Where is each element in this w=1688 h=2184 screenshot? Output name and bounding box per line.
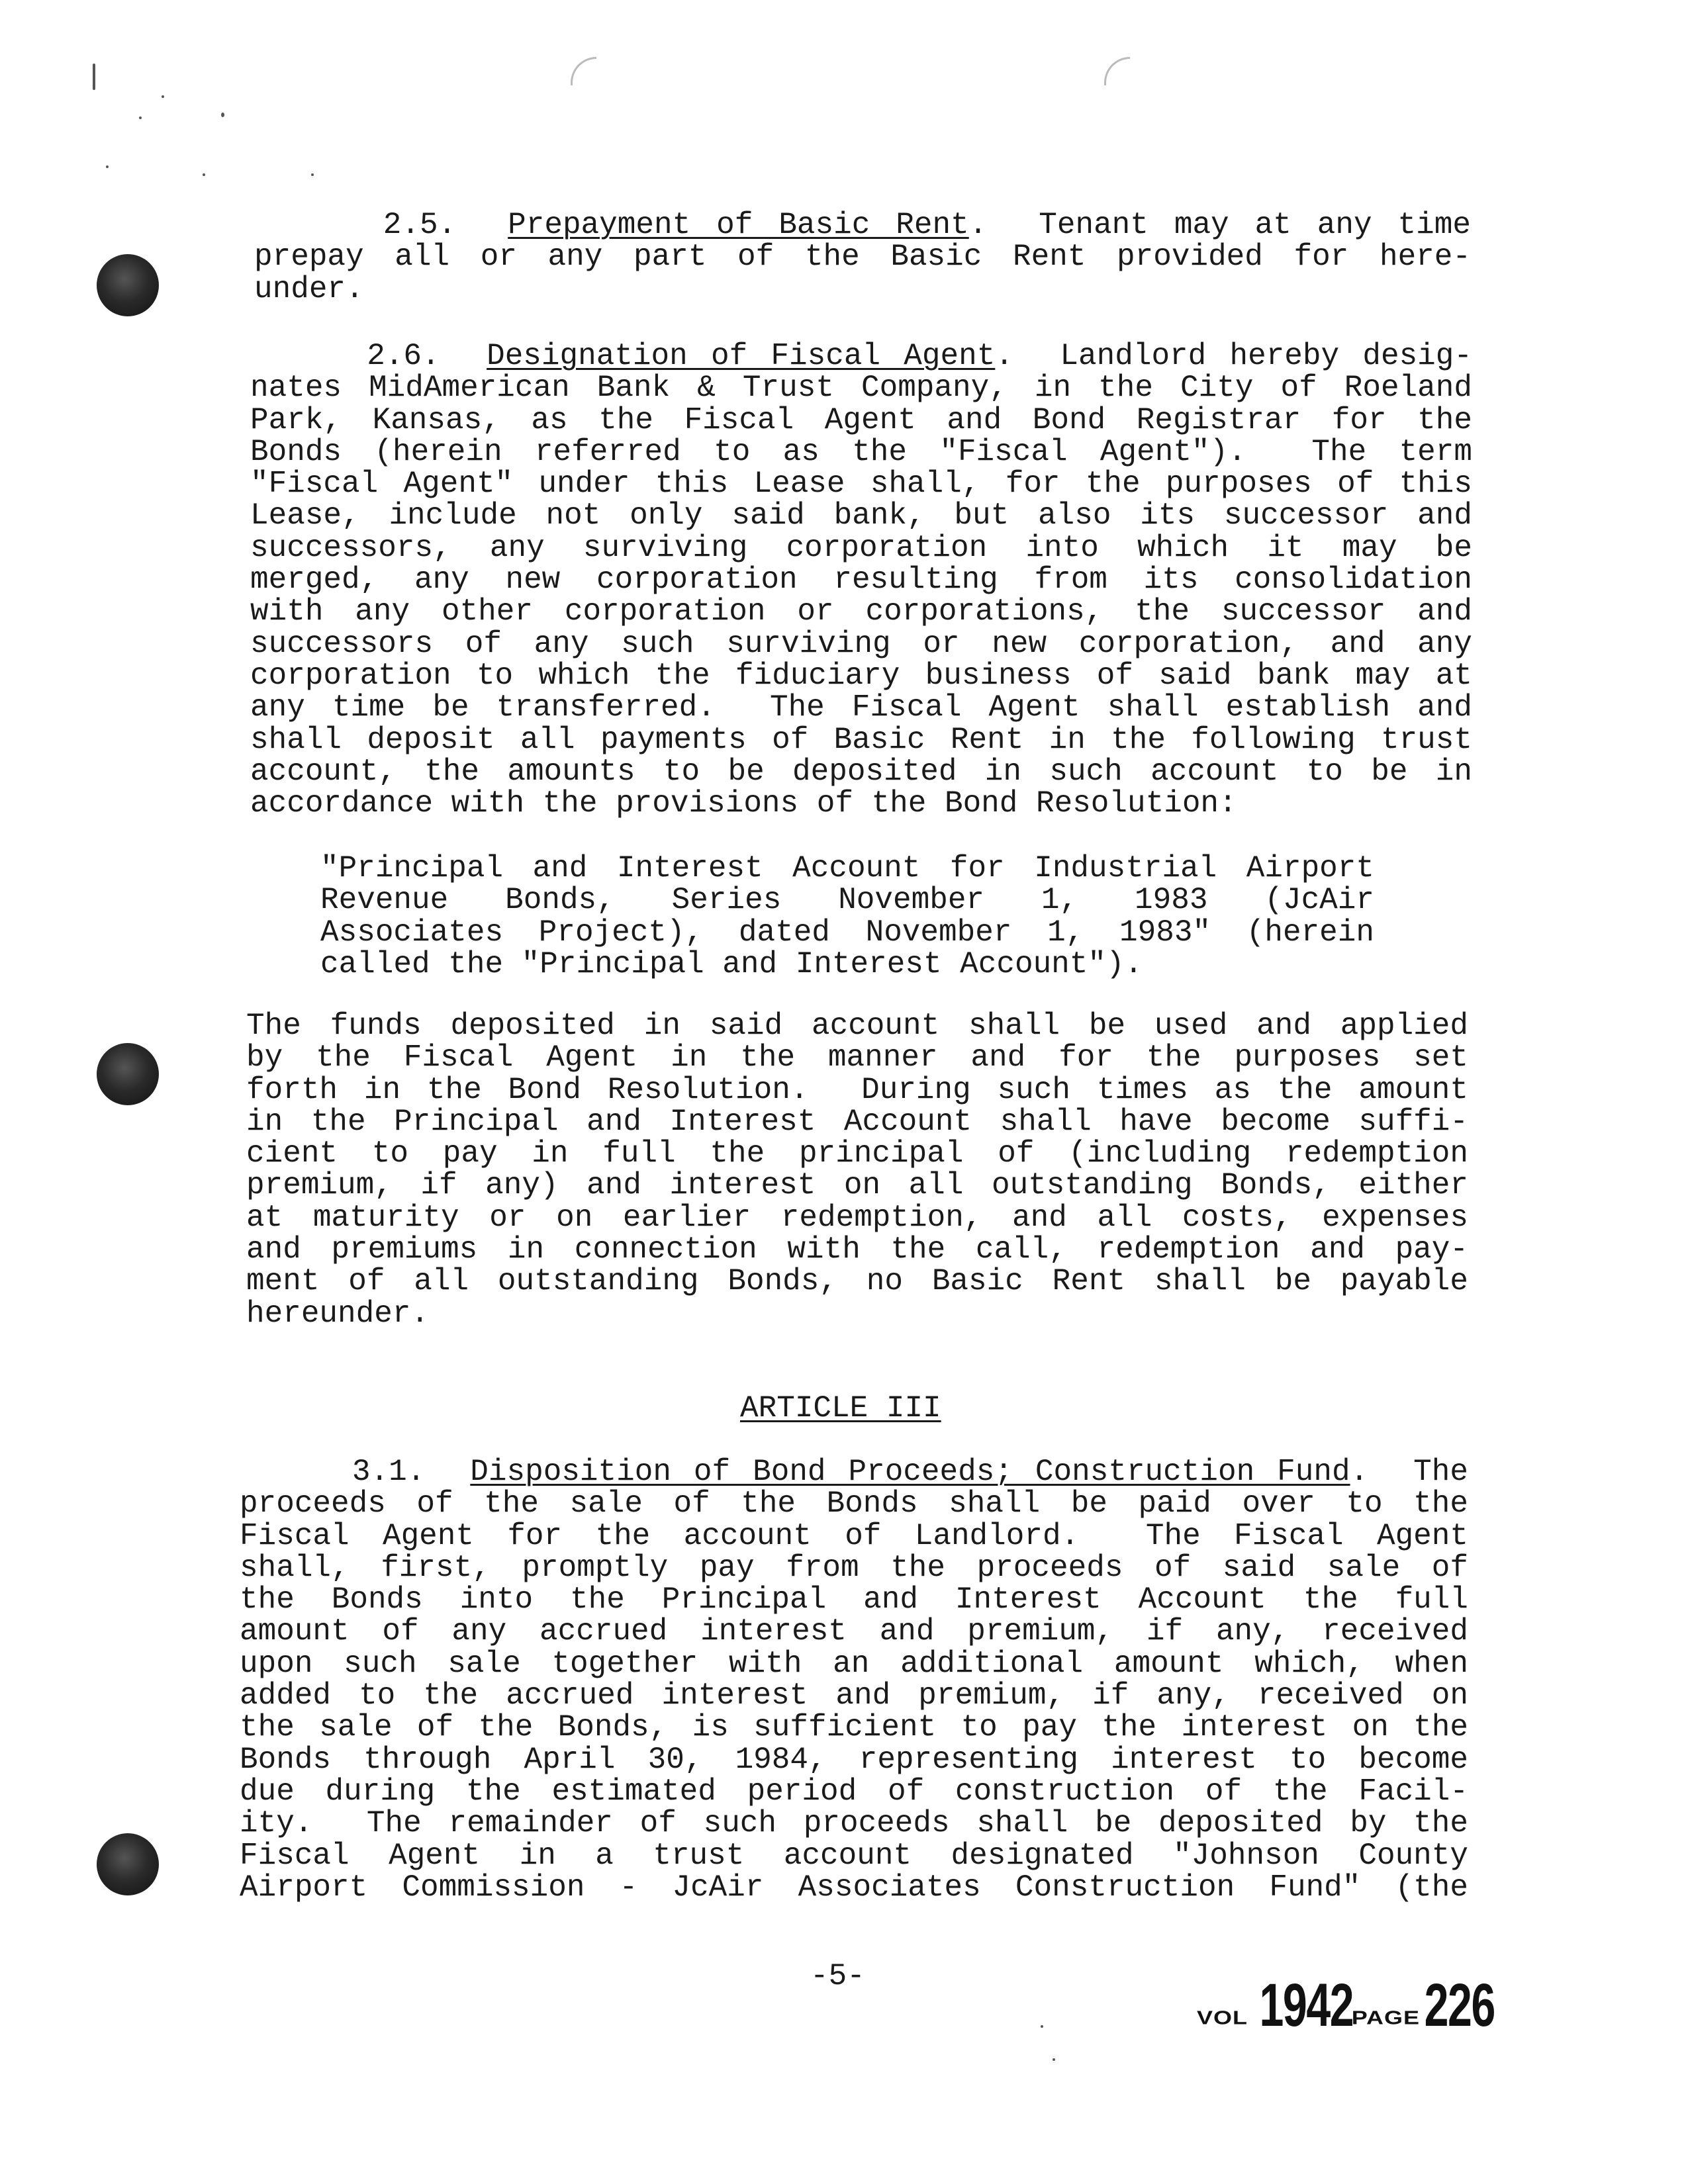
- section-2-5-heading: Prepayment of Basic Rent: [508, 208, 969, 242]
- scan-speck: [93, 64, 95, 90]
- volume-page-stamp: [1197, 1971, 1509, 2040]
- section-2-6-line: Park, Kansas, as the Fiscal Agent and Bond Registrar for the: [250, 402, 1472, 437]
- stamp-vol-number: 1942: [1259, 1972, 1354, 2039]
- funds-line: in the Principal and Interest Account shall have become suffi-: [246, 1104, 1468, 1139]
- scan-speck: [1041, 2025, 1043, 2028]
- section-3-1-line: proceeds of the sale of the Bonds shall be paid over to the: [240, 1486, 1468, 1522]
- funds-line: cient to pay in full the principal of (including redemption: [246, 1136, 1468, 1171]
- article-heading: ARTICLE III: [740, 1391, 941, 1426]
- section-2-6-line: account, the amounts to be deposited in such account to be in: [250, 754, 1472, 789]
- section-2-6-line: merged, any new corporation resulting from its consolidation: [250, 563, 1472, 598]
- section-3-1-line: ity. The remainder of such proceeds shall be deposited by the: [240, 1806, 1468, 1841]
- section-3-1-line: Bonds through April 30, 1984, representing interest to become: [240, 1742, 1468, 1777]
- section-2-6-line: successors, any surviving corporation into which it may be: [250, 530, 1472, 565]
- funds-line: ment of all outstanding Bonds, no Basic Rent shall be payable: [246, 1264, 1468, 1299]
- section-2-5: [254, 209, 1471, 305]
- section-2-6-line: corporation to which the fiduciary business of said bank may at: [250, 658, 1472, 693]
- section-2-6-line: with any other corporation or corporations, the successor and: [250, 594, 1472, 629]
- section-2-6-text: Landlord hereby desig-: [1060, 339, 1472, 373]
- funds-line: hereunder.: [246, 1296, 430, 1331]
- scan-speck: [203, 173, 205, 176]
- section-2-6-line: successors of any such surviving or new corporation, and any: [250, 626, 1472, 661]
- section-2-6-line: Bonds (herein referred to as the "Fiscal Agent"). The term: [250, 434, 1472, 469]
- section-3-1-line: the Bonds into the Principal and Interest Account the full: [240, 1582, 1468, 1617]
- punch-hole-middle: [97, 1043, 159, 1105]
- section-2-6: [250, 340, 1472, 819]
- scan-speck: [311, 173, 314, 176]
- section-3-1-line: the sale of the Bonds, is sufficient to pay the interest on the: [240, 1710, 1468, 1745]
- funds-line: The funds deposited in said account shall be used and applied: [246, 1009, 1468, 1043]
- scan-speck: [221, 113, 224, 117]
- section-3-1-line: shall, first, promptly pay from the proceeds of said sale of: [240, 1550, 1468, 1585]
- section-3-1-line: Fiscal Agent for the account of Landlord. The Fiscal Agent: [240, 1518, 1468, 1553]
- stamp-vol-label: VOL: [1197, 2007, 1248, 2028]
- scan-speck: [106, 165, 109, 168]
- section-3-1-line: Airport Commission - JcAir Associates Construction Fund" (the: [240, 1870, 1468, 1905]
- section-3-1-number: 3.1.: [352, 1455, 426, 1489]
- section-3-1-line: amount of any accrued interest and premium, if any, received: [240, 1614, 1468, 1649]
- account-name-quote: [320, 852, 1374, 980]
- section-2-6-line: nates MidAmerican Bank & Trust Company, in the City of Roeland: [250, 371, 1472, 406]
- stamp-page-number: 226: [1424, 1972, 1495, 2039]
- section-2-5-line-3: under.: [254, 271, 364, 306]
- section-2-5-line-2: prepay all or any part of the Basic Rent provided for here-: [254, 240, 1471, 275]
- section-2-6-line: "Fiscal Agent" under this Lease shall, for the purposes of this: [250, 467, 1472, 502]
- section-2-6-line: Lease, include not only said bank, but also its successor and: [250, 498, 1472, 533]
- quote-line: called the "Principal and Interest Account").: [320, 946, 1143, 981]
- scan-speck: [162, 95, 164, 98]
- scan-mark-arc: [571, 57, 596, 85]
- section-2-6-heading: Designation of Fiscal Agent: [487, 339, 996, 373]
- section-2-6-line: accordance with the provisions of the Bond Resolution:: [250, 786, 1237, 821]
- scan-mark-arc: [1104, 57, 1130, 85]
- funds-line: forth in the Bond Resolution. During such times as the amount: [246, 1072, 1468, 1107]
- punch-hole-top: [97, 254, 159, 316]
- section-2-6-number: 2.6.: [367, 339, 440, 373]
- section-3-1-line-1: 3.1. Disposition of Bond Proceeds; Construction Fund. The: [352, 1455, 1468, 1489]
- quote-line: Revenue Bonds, Series November 1, 1983 (JcAir: [320, 883, 1374, 918]
- quote-line: Associates Project), dated November 1, 1983" (herein: [320, 915, 1374, 950]
- section-3-1-line: due during the estimated period of construction of the Facil-: [240, 1774, 1468, 1809]
- funds-paragraph: [246, 1010, 1468, 1330]
- section-2-6-line: any time be transferred. The Fiscal Agent shall establish and: [250, 690, 1472, 725]
- section-2-5-number: 2.5.: [383, 208, 457, 242]
- funds-line: at maturity or on earlier redemption, and all costs, expenses: [246, 1200, 1468, 1235]
- section-3-1-heading: Disposition of Bond Proceeds; Construction Fund: [470, 1455, 1350, 1489]
- section-2-6-line: shall deposit all payments of Basic Rent in the following trust: [250, 722, 1472, 757]
- scan-speck: [1053, 2058, 1055, 2061]
- section-2-5-text: Tenant may at any time: [1039, 208, 1471, 242]
- funds-line: premium, if any) and interest on all outstanding Bonds, either: [246, 1168, 1468, 1203]
- page-number: -5-: [810, 1959, 865, 1993]
- funds-line: by the Fiscal Agent in the manner and for the purposes set: [246, 1040, 1468, 1075]
- funds-line: and premiums in connection with the call, redemption and pay-: [246, 1232, 1468, 1267]
- section-2-6-line-1: 2.6. Designation of Fiscal Agent. Landlord hereby desig-: [367, 339, 1472, 373]
- punch-hole-bottom: [97, 1833, 159, 1895]
- quote-line: "Principal and Interest Account for Industrial Airport: [320, 851, 1374, 886]
- section-3-1: [240, 1456, 1468, 1903]
- section-3-1-line: added to the accrued interest and premium, if any, received on: [240, 1678, 1468, 1713]
- section-2-5-line-1: 2.5. Prepayment of Basic Rent. Tenant may at any time: [383, 208, 1471, 242]
- scan-speck: [139, 116, 142, 119]
- section-3-1-line: Fiscal Agent in a trust account designated "Johnson County: [240, 1838, 1468, 1873]
- section-3-1-line: upon such sale together with an additional amount which, when: [240, 1646, 1468, 1681]
- section-3-1-text: The: [1413, 1455, 1468, 1489]
- stamp-page-label: PAGE: [1351, 2007, 1421, 2028]
